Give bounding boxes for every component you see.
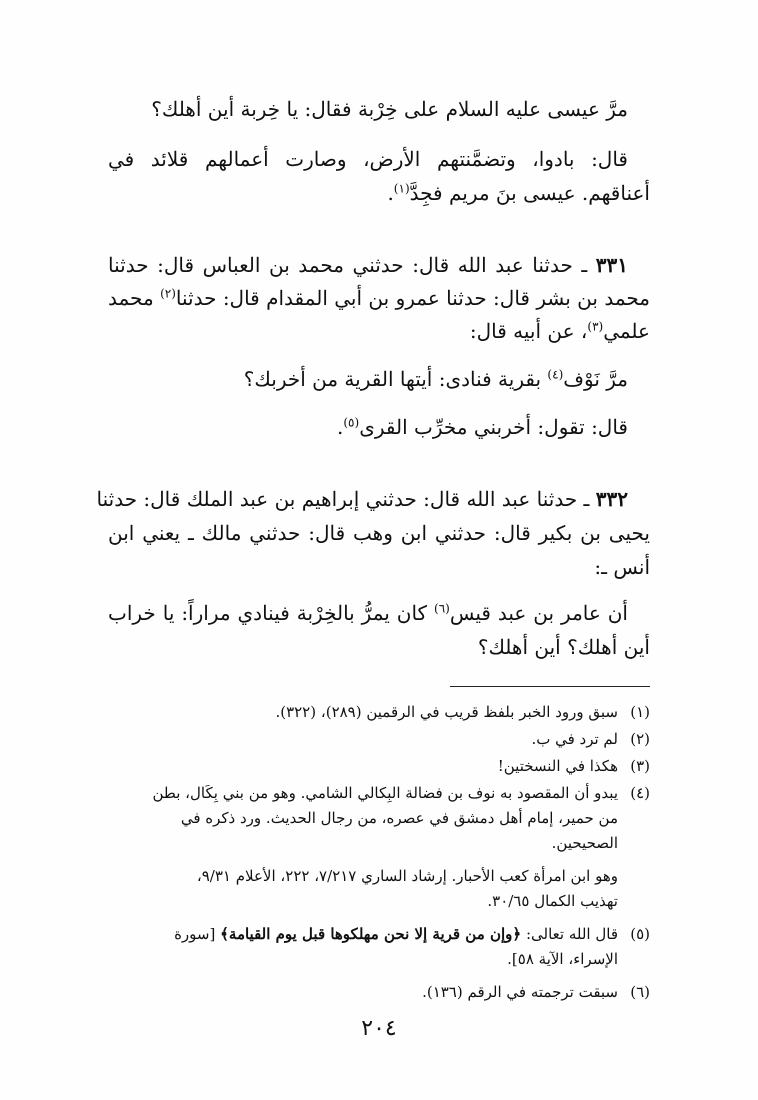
text-span: ، عن أبيه قال:: [469, 319, 588, 343]
paragraph-line: مرَّ عيسى عليه السلام على خِرْبة فقال: يا خِربة أين أهلك؟: [151, 97, 628, 121]
text-span: قال: تقول: أخربني مخرِّب القرى: [359, 415, 628, 439]
page-number: ٢٠٤: [361, 1016, 397, 1041]
hadith-331-quote: [108, 412, 628, 442]
footnote-text: سبقت ترجمته في الرقم (١٣٦).: [422, 983, 618, 1001]
footnote-number: (٢): [630, 730, 650, 748]
paragraph-line: قال: بادوا، وتضمَّنتهم الأرض، وصارت أعمالهم قلائد في: [108, 147, 628, 171]
footnote-text: [سورة: [174, 925, 221, 943]
hadith-331-quote: [108, 364, 628, 394]
footnote: [108, 781, 650, 805]
footnote-continuation: الإسراء، الآية ٥٨].: [507, 950, 618, 968]
footnote-number: (٥): [630, 925, 650, 943]
text-span: مرَّ نَوْف: [563, 367, 628, 391]
hadith-331-line: [108, 283, 650, 313]
footnote-divider: [450, 686, 650, 687]
text-span: بقرية فنادى: أيتها القرية من أخربك؟: [243, 367, 548, 391]
footnote-text: هكذا في النسختين!: [497, 757, 618, 775]
footnote-text: سبق ورود الخبر بلفظ قريب في الرقمين (٢٨٩)، (٣٢٢).: [275, 703, 618, 721]
hadith-332-line: أين أهلك؟ أين أهلك؟: [477, 635, 650, 659]
text-span: محمد: [108, 286, 161, 310]
footnote: [108, 922, 650, 946]
footnote-ref: (٦): [434, 601, 450, 616]
text-span: كان يمرُّ بالخِرْبة فينادي مراراً: يا خراب: [108, 601, 435, 625]
footnote-continuation: من حمير، إمام أهل دمشق في عصره، من رجال الحديث. ورد ذكره في: [180, 809, 618, 827]
footnote: [108, 727, 650, 751]
footnote: [108, 980, 650, 1004]
hadith-331-line: [108, 250, 628, 280]
footnote-number: (٣): [630, 757, 650, 775]
footnote-text: لم ترد في ب.: [531, 730, 618, 748]
text-span: .: [387, 181, 394, 205]
footnote-text: قال الله تعالى:: [521, 925, 618, 943]
text-span: علمي: [603, 319, 650, 343]
footnote-continuation: تهذيب الكمال ٣٠/٦٥.: [487, 892, 618, 910]
footnote-ref: (١): [393, 181, 410, 196]
footnote-ref: (٥): [343, 415, 360, 430]
text-span: أعناقهم. عيسى بنَ مريم فجِدَّ: [409, 181, 650, 205]
hadith-331-line: [108, 316, 650, 346]
footnote-continuation: وهو ابن امرأة كعب الأحبار. إرشاد الساري ٧/٢١٧، ٢٢٢، الأعلام ٩/٣١،: [196, 867, 618, 885]
footnote-ref: (٣): [587, 319, 604, 334]
hadith-number: ٣٣١: [595, 253, 628, 277]
hadith-number: ٣٣٢: [595, 487, 628, 511]
footnote-number: (١): [630, 703, 650, 721]
text-span: ـ حدثنا عبد الله قال: حدثني محمد بن العباس قال: حدثنا: [108, 253, 596, 277]
text-span: أن عامر بن عبد قيس: [449, 601, 628, 625]
footnote-number: (٦): [630, 983, 650, 1001]
hadith-332-line: [108, 598, 628, 628]
footnote: [108, 754, 650, 778]
quran-verse: ﴿وإن من قرية إلا نحن مهلكوها قبل يوم القيامة﴾: [220, 925, 522, 943]
hadith-332-line: أنس ـ:: [594, 555, 650, 579]
hadith-332-line: يحيى بن بكير قال: حدثني ابن وهب قال: حدثني مالك ـ يعني ابن: [108, 521, 650, 545]
footnote-continuation: الصحيحين.: [551, 834, 618, 852]
footnote-ref: (٢): [160, 286, 176, 301]
footnote-number: (٤): [630, 784, 650, 802]
footnote-text: يبدو أن المقصود به نوف بن فضالة البِكالي الشامي. وهو من بني بِكَال، بطن: [152, 784, 618, 802]
text-span: .: [337, 415, 344, 439]
footnote-ref: (٤): [547, 367, 564, 382]
paragraph-line: [108, 178, 650, 208]
text-span: ـ حدثنا عبد الله قال: حدثني إبراهيم بن عبد الملك قال: حدثنا: [96, 487, 596, 511]
hadith-332-line: [96, 484, 628, 514]
text-span: محمد بن بشر قال: حدثنا عمرو بن أبي المقدام قال: حدثنا: [175, 286, 650, 310]
footnote: [108, 700, 650, 724]
